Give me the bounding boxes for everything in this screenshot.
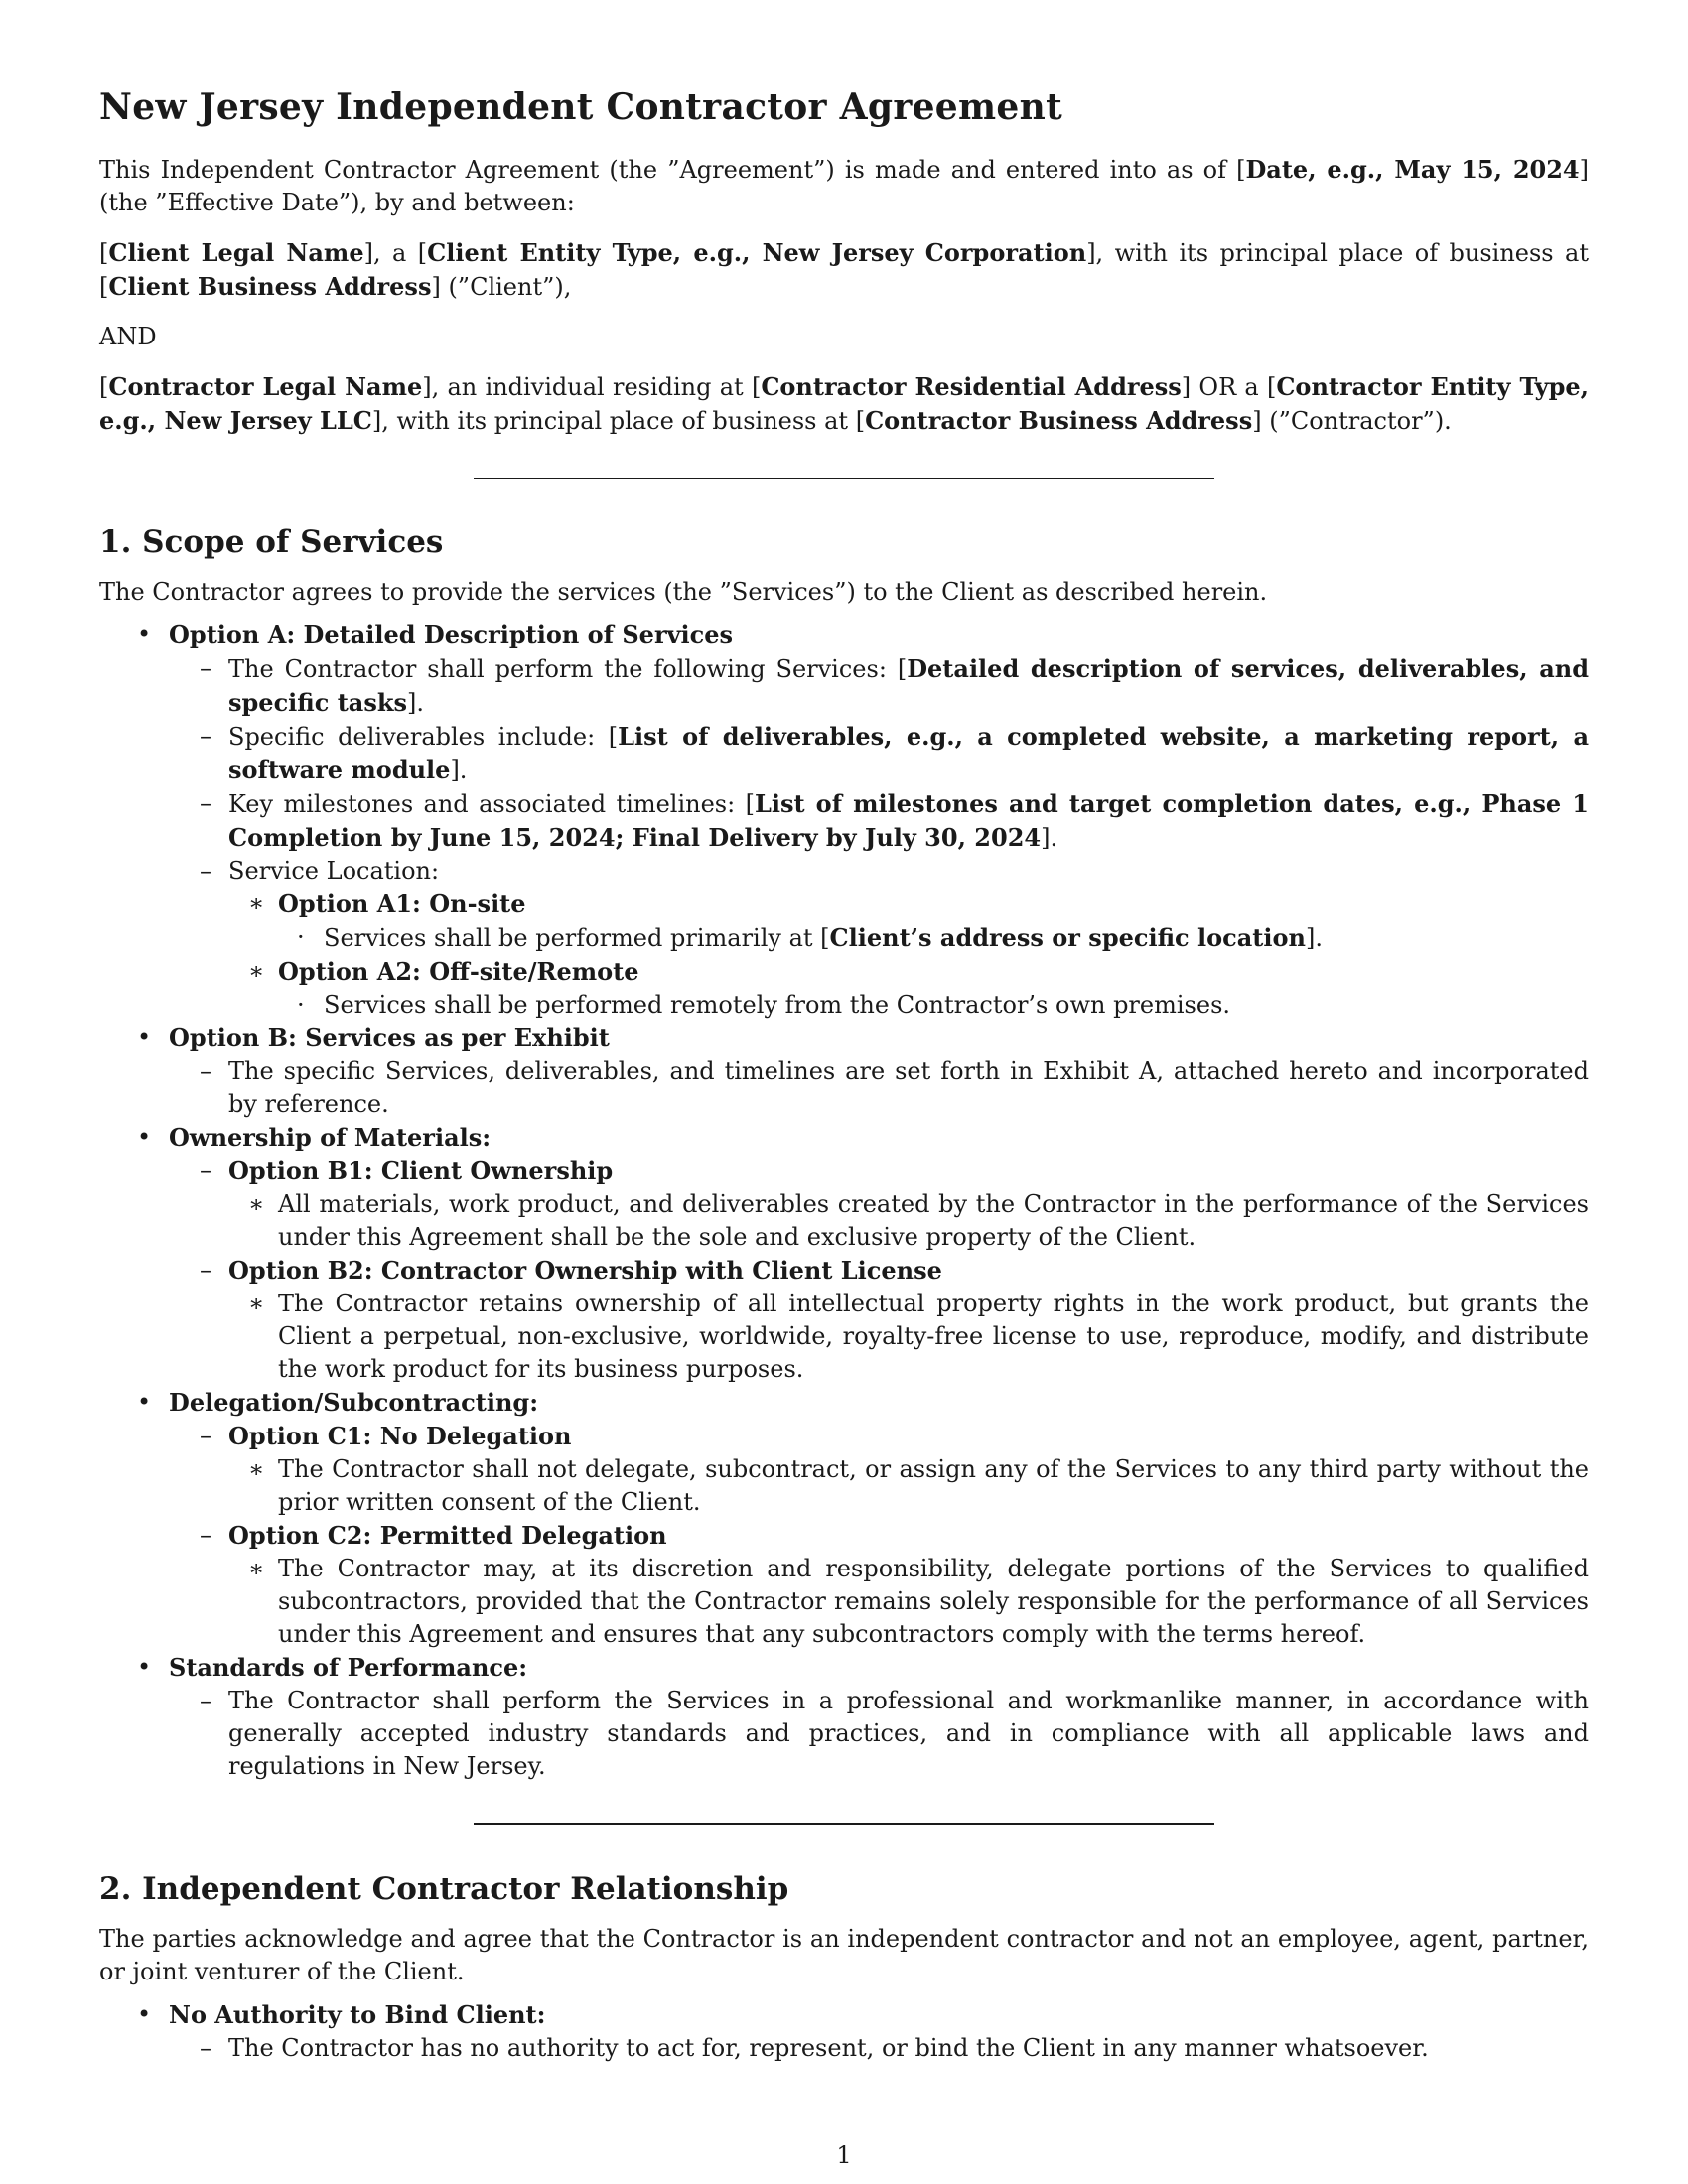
list-item <box>200 720 1590 787</box>
dash-marker: – <box>200 1521 211 1549</box>
list-item <box>248 955 1589 1022</box>
list-item <box>248 1188 1589 1254</box>
text: The Contractor shall not delegate, subcontract, or assign any of the Services to any third party without the prior written consent of the Client. <box>278 1455 1589 1516</box>
text: ] (”Client”), <box>431 273 572 301</box>
document-body <box>99 85 1589 2065</box>
list-item <box>99 1651 1589 1783</box>
bullet-marker: • <box>137 620 152 648</box>
star-marker: ∗ <box>248 1190 265 1218</box>
text: Specific deliverables include: [ <box>228 723 619 751</box>
text: The specific Services, deliverables, and timelines are set forth in Exhibit A, attached hereto and incorporated by reference. <box>228 1057 1589 1118</box>
option-b1-label: Option B1: Client Ownership <box>228 1157 614 1185</box>
option-b-label: Option B: Services as per Exhibit <box>169 1024 610 1052</box>
dash-marker: – <box>200 1422 211 1449</box>
client-entity-placeholder: Client Entity Type, e.g., New Jersey Corporation <box>427 238 1087 267</box>
star-marker: ∗ <box>248 1555 265 1582</box>
list-item <box>99 618 1589 1022</box>
list-item <box>200 1055 1589 1121</box>
text: Services shall be performed primarily at [ <box>324 924 830 952</box>
dash-marker: – <box>200 1057 211 1085</box>
text: ], with its principal place of business at [ <box>99 239 1590 301</box>
service-location-label: Service Location: <box>228 857 440 885</box>
section-2-list <box>99 1998 1589 2065</box>
contractor-address-placeholder: Contractor Business Address <box>865 406 1253 435</box>
text: ], with its principal place of business at [ <box>371 407 866 435</box>
option-c1-label: Option C1: No Delegation <box>228 1422 572 1450</box>
list-item <box>99 1121 1589 1386</box>
text: The Contractor may, at its discretion and responsibility, delegate portions of the Services to qualified subcontractors, provided that the Contractor remains solely responsible for the performance of all Services under this Agreement and ensures that any subcontractors comply with the terms hereof. <box>278 1555 1589 1648</box>
list-item <box>200 1685 1589 1783</box>
horizontal-rule <box>474 1823 1214 1825</box>
star-marker: ∗ <box>248 889 265 917</box>
section-1-list <box>99 618 1589 1783</box>
intro-paragraph <box>99 153 1589 219</box>
ownership-label: Ownership of Materials: <box>169 1123 492 1152</box>
client-name-placeholder: Client Legal Name <box>108 238 364 267</box>
text: ]. <box>1041 824 1058 852</box>
date-placeholder: Date, e.g., May 15, 2024 <box>1245 155 1580 184</box>
star-marker: ∗ <box>248 957 265 985</box>
text: [ <box>99 239 109 267</box>
list-item <box>200 652 1590 720</box>
contractor-residence-placeholder: Contractor Residential Address <box>761 372 1182 401</box>
dot-marker: · <box>297 991 305 1019</box>
list-item <box>99 1386 1589 1651</box>
standards-label: Standards of Performance: <box>169 1653 528 1682</box>
list-item <box>297 989 1589 1022</box>
contractor-entity-placeholder: Contractor Entity Type, e.g., New Jersey LLC <box>99 372 1590 435</box>
text: All materials, work product, and deliverables created by the Contractor in the performance of the Services under this Agreement shall be the sole and exclusive property of the Client. <box>278 1190 1589 1251</box>
text: ], an individual residing at [ <box>422 373 762 401</box>
text: This Independent Contractor Agreement (the ”Agreement”) is made and entered into as of [ <box>99 156 1246 184</box>
text: The Contractor shall perform the following Services: [ <box>228 655 908 683</box>
dash-marker: – <box>200 1157 211 1184</box>
list-item <box>99 1022 1589 1121</box>
list-item <box>200 2032 1589 2065</box>
dash-marker: – <box>200 789 211 817</box>
text: The Contractor retains ownership of all intellectual property rights in the work product, but grants the Client a perpetual, non-exclusive, worldwide, royalty-free license to use, reproduce, modify, and distribute the work product for its business purposes. <box>278 1290 1589 1383</box>
text: The Contractor has no authority to act for, represent, or bind the Client in any manner whatsoever. <box>228 2034 1429 2062</box>
text: ] (the ”Effective Date”), by and between: <box>99 156 1589 216</box>
horizontal-rule <box>474 478 1214 479</box>
section-2-intro: The parties acknowledge and agree that the Contractor is an independent contractor and not an employee, agent, partner, or joint venturer of the Client. <box>99 1925 1589 1985</box>
delegation-label: Delegation/Subcontracting: <box>169 1388 539 1417</box>
list-item <box>200 1254 1589 1386</box>
text: ] (”Contractor”). <box>1252 407 1452 435</box>
document-title: New Jersey Independent Contractor Agreement <box>99 86 1063 128</box>
client-paragraph <box>99 236 1589 304</box>
bullet-marker: • <box>137 2000 152 2028</box>
text: Services shall be performed remotely from the Contractor’s own premises. <box>324 991 1231 1019</box>
contractor-name-placeholder: Contractor Legal Name <box>108 372 423 401</box>
dash-marker: – <box>200 654 211 682</box>
option-b2-label: Option B2: Contractor Ownership with Client License <box>228 1256 942 1285</box>
location-placeholder: Client’s address or specific location <box>829 923 1306 952</box>
bullet-marker: • <box>137 1024 152 1051</box>
text: The Contractor shall perform the Services in a professional and workmanlike manner, in accordance with generally accepted industry standards and practices, and in compliance with all applicable laws and regulations in New Jersey. <box>228 1687 1589 1780</box>
option-a-label: Option A: Detailed Description of Services <box>169 620 734 649</box>
dash-marker: – <box>200 1687 211 1714</box>
list-item <box>200 1519 1589 1651</box>
text: ] OR a [ <box>1181 373 1277 401</box>
and-paragraph: AND <box>99 323 157 350</box>
dot-marker: · <box>297 923 305 951</box>
star-marker: ∗ <box>248 1455 265 1483</box>
list-item <box>248 887 1589 955</box>
milestones-placeholder: List of milestones and target completion dates, e.g., Phase 1 Completion by June 15, 2024; Final Delivery by July 30, 2024 <box>228 789 1589 852</box>
bullet-marker: • <box>137 1123 152 1151</box>
text: [ <box>99 373 109 401</box>
dash-marker: – <box>200 1256 211 1284</box>
client-address-placeholder: Client Business Address <box>108 272 432 301</box>
text: ], a [ <box>363 239 428 267</box>
list-item <box>248 1553 1589 1651</box>
option-a1-label: Option A1: On-site <box>278 889 526 918</box>
list-item <box>248 1288 1589 1386</box>
bullet-marker: • <box>137 1388 152 1416</box>
text: ]. <box>407 689 424 717</box>
list-item <box>99 1998 1589 2065</box>
contractor-paragraph <box>99 370 1589 438</box>
text: Key milestones and associated timelines: [ <box>228 790 755 818</box>
list-item <box>248 1453 1589 1519</box>
services-placeholder: Detailed description of services, deliverables, and specific tasks <box>228 654 1590 717</box>
section-2-heading: 2. Independent Contractor Relationship <box>99 1871 789 1907</box>
list-item <box>200 1155 1589 1254</box>
list-item <box>200 1420 1589 1519</box>
bullet-marker: • <box>137 1653 152 1681</box>
text: ]. <box>1305 924 1323 952</box>
list-item <box>200 787 1589 855</box>
section-1-intro: The Contractor agrees to provide the services (the ”Services”) to the Client as described herein. <box>99 578 1268 606</box>
dash-marker: – <box>200 2034 211 2062</box>
list-item <box>297 921 1589 955</box>
option-c2-label: Option C2: Permitted Delegation <box>228 1521 667 1550</box>
section-1-heading: 1. Scope of Services <box>99 524 444 560</box>
option-a2-label: Option A2: Off-site/Remote <box>278 957 639 986</box>
deliverables-placeholder: List of deliverables, e.g., a completed website, a marketing report, a software module <box>228 722 1590 784</box>
dash-marker: – <box>200 722 211 750</box>
page-number: 1 <box>836 2141 852 2169</box>
list-item <box>200 855 1589 1022</box>
no-authority-label: No Authority to Bind Client: <box>169 2000 546 2029</box>
text: ]. <box>450 756 468 784</box>
dash-marker: – <box>200 857 211 885</box>
star-marker: ∗ <box>248 1290 265 1317</box>
